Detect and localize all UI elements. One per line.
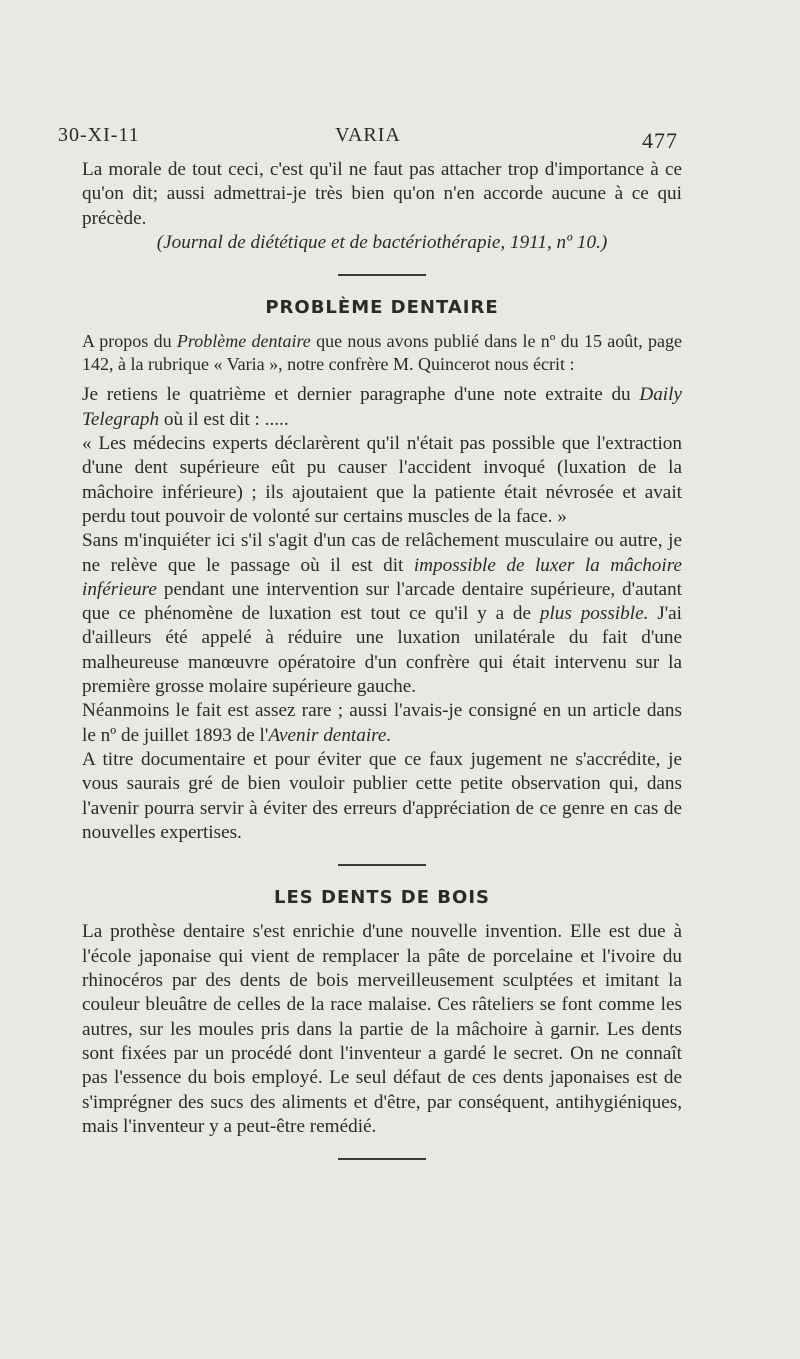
section1-paragraph-1: Je retiens le quatrième et dernier paragraphe d'une note extraite du Daily Telegraph où il est dit : ..... (82, 384, 682, 430)
section-title-probleme-dentaire: PROBLÈME DENTAIRE (265, 297, 499, 319)
section1-paragraph-4: Néanmoins le fait est assez rare ; aussi l'avais-je consigné en un article dans le nº de juillet 1893 de l'Avenir dentaire. (82, 700, 682, 746)
section1-paragraph-2: « Les médecins experts déclarèrent qu'il n'était pas possible que l'extraction d'une dent supérieure eût pu causer l'accident invoqué (luxation de la mâchoire inférieure) ; ils ajoutaient que la patiente était névrosée et avait perdu tout pouvoir de volonté sur certains muscles de la face. » (82, 433, 682, 527)
header-date: 30-XI-11 (58, 124, 140, 146)
section1-paragraph-3: Sans m'inquiéter ici s'il s'agit d'un cas de relâchement musculaire ou autre, je ne relève que le passage où il est dit impossible de luxer la mâchoire inférieure pendant une intervention sur l'arcade dentaire supérieure, d'autant que ce phénomène de luxation est tout ce qu'il y a de plus possible. J'ai d'ailleurs été appelé à réduire une luxation unilatérale du fait d'une malheureuse manœuvre opératoire d'un confrère qui était intervenu sur la première grosse molaire supérieure gauche. (82, 530, 682, 698)
section-divider (338, 274, 426, 276)
section2-paragraph-1: La prothèse dentaire s'est enrichie d'une nouvelle invention. Elle est due à l'école japonaise qui vient de remplacer la pâte de porcelaine et l'ivoire du rhinocéros par des dents de bois merveilleusement sculptées et imitant la couleur bleuâtre de celles de la race malaise. Ces râteliers se font comme les autres, sur les moules pris dans la partie de la mâchoire à garnir. Les dents sont fixées par un procédé dont l'inventeur a gardé le secret. On ne connaît pas l'essence du bois employé. Le seul défaut de ces dents japonaises est de s'imprégner des sucs des aliments et d'être, par conséquent, antihygiéniques, mais l'inventeur y a peut-être remédié. (82, 921, 682, 1137)
section-title-dents-de-bois: LES DENTS DE BOIS (274, 887, 490, 909)
running-header (58, 124, 678, 152)
page-body (82, 158, 682, 1180)
citation: (Journal de diététique et de bactériothérapie, 1911, nº 10.) (156, 231, 608, 253)
page-number: 477 (642, 128, 678, 153)
section-divider (338, 864, 426, 866)
section1-intro: A propos du Problème dentaire que nous avons publié dans le nº du 15 août, page 142, à la rubrique « Varia », notre confrère M. Quincerot nous écrit : (82, 331, 682, 374)
paragraph-intro: La morale de tout ceci, c'est qu'il ne faut pas attacher trop d'importance à ce qu'on dit; aussi admettrai-je très bien qu'on n'en accorde aucune à ce qui précède. (82, 159, 682, 229)
section1-paragraph-5: A titre documentaire et pour éviter que ce faux jugement ne s'accrédite, je vous saurais gré de bien vouloir publier cette petite observation qui, dans l'avenir pourra servir à éviter des erreurs d'appréciation de ce genre en cas de nouvelles expertises. (82, 748, 682, 843)
header-section: VARIA (335, 124, 401, 146)
end-divider (338, 1158, 426, 1160)
